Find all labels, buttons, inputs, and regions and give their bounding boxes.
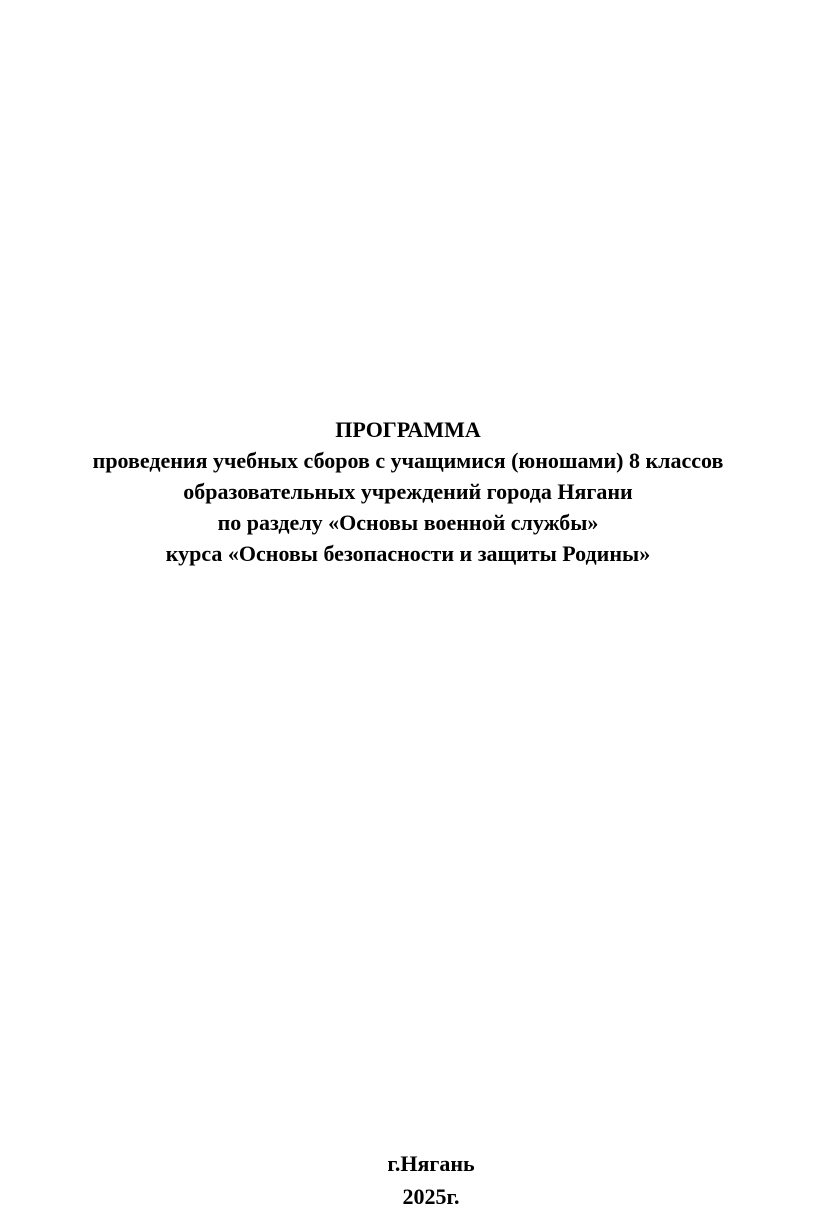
subtitle-line-1: проведения учебных сборов с учащимися (юношами) 8 классов (92, 448, 724, 473)
place-name: г.Нягань (387, 1151, 475, 1176)
title-block (0, 414, 816, 569)
document-title: ПРОГРАММА (335, 417, 481, 442)
subtitle-line-3: по разделу «Основы военной службы» (217, 510, 599, 535)
document-year: 2025г. (402, 1184, 460, 1209)
subtitle-line-2: образовательных учреждений города Нягани (183, 479, 633, 504)
footer-block (0, 1147, 816, 1211)
subtitle-line-4: курса «Основы безопасности и защиты Родины» (165, 541, 651, 566)
